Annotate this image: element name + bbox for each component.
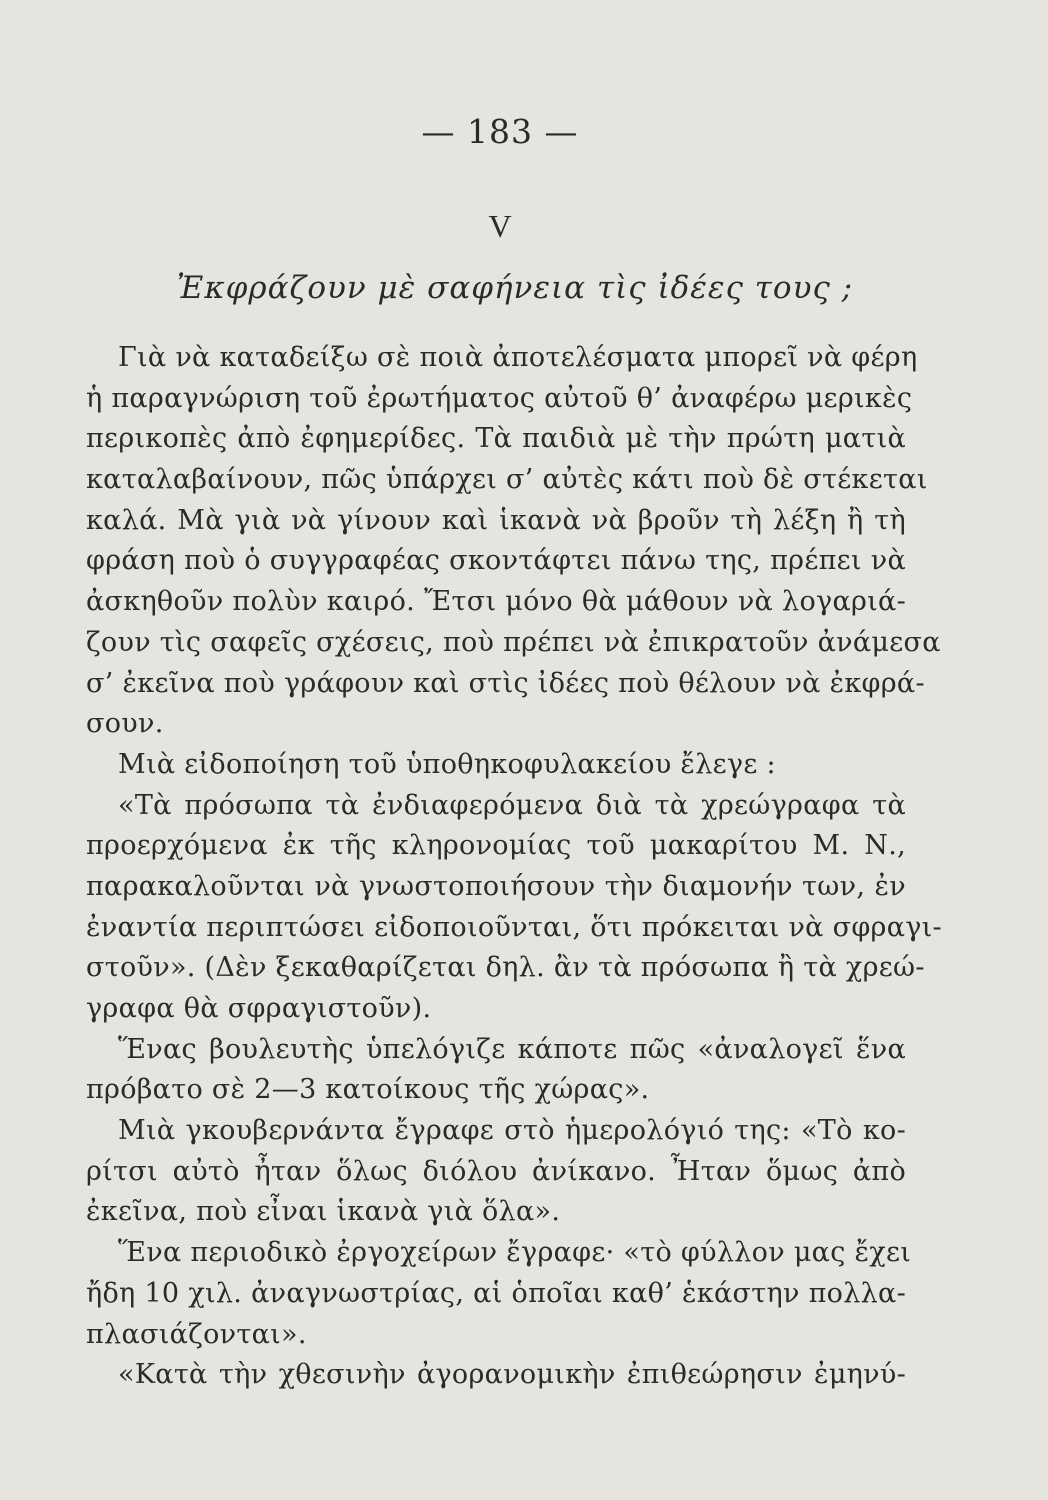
text-line: ἐναντία περιπτώσει εἰδοποιοῦνται, ὅτι πρόκειται νὰ σφραγι- xyxy=(86,911,942,943)
text-line: προερχόμενα ἐκ τῆς κληρονομίας τοῦ μακαρίτου Μ. Ν., xyxy=(86,830,906,862)
text-line: ἐκεῖνα, ποὺ εἶναι ἱκανὰ γιὰ ὅλα». xyxy=(86,1196,561,1228)
text-line: Ἕνα περιοδικὸ ἐργοχείρων ἔγραφε· «τὸ φύλλον μας ἔχει xyxy=(118,1237,912,1269)
text-line: ἤδη 10 χιλ. ἀναγνωστρίας, αἱ ὁποῖαι καθ’ ἑκάστην πολλα- xyxy=(86,1277,906,1309)
chapter-title: Ἐκφράζουν μὲ σαφήνεια τὶς ἰδέες τους ; xyxy=(176,270,854,306)
text-line: σ’ ἐκεῖνα ποὺ γράφουν καὶ στὶς ἰδέες ποὺ θέλουν νὰ ἐκφρά- xyxy=(86,667,925,699)
text-line: σουν. xyxy=(86,708,164,740)
text-line: ζουν τὶς σαφεῖς σχέσεις, ποὺ πρέπει νὰ ἐπικρατοῦν ἀνάμεσα xyxy=(86,626,941,658)
text-line: καταλαβαίνουν, πῶς ὑπάρχει σ’ αὐτὲς κάτι ποὺ δὲ στέκεται xyxy=(86,464,928,496)
text-line: περικοπὲς ἀπὸ ἐφημερίδες. Τὰ παιδιὰ μὲ τὴν πρώτη ματιὰ xyxy=(86,423,906,455)
text-line: παρακαλοῦνται νὰ γνωστοποιήσουν τὴν διαμονήν των, ἐν xyxy=(86,870,906,902)
text-line: πρόβατο σὲ 2—3 κατοίκους τῆς χώρας». xyxy=(86,1074,650,1106)
text-line: Μιὰ γκουβερνάντα ἔγραφε στὸ ἡμερολόγιό της: «Τὸ κο- xyxy=(118,1115,906,1147)
chapter-numeral: V xyxy=(488,208,512,244)
text-line: Ἕνας βουλευτὴς ὑπελόγιζε κάποτε πῶς «ἀναλογεῖ ἕνα xyxy=(118,1033,906,1065)
text-line: Μιὰ εἰδοποίηση τοῦ ὑποθηκοφυλακείου ἔλεγε : xyxy=(118,748,776,780)
text-line: φράση ποὺ ὁ συγγραφέας σκοντάφτει πάνω της, πρέπει νὰ xyxy=(86,545,906,577)
text-line: Γιὰ νὰ καταδείξω σὲ ποιὰ ἀποτελέσματα μπορεῖ νὰ φέρη xyxy=(118,342,918,373)
text-line: στοῦν». (Δὲν ξεκαθαρίζεται δηλ. ἂν τὰ πρόσωπα ἢ τὰ χρεώ- xyxy=(86,952,925,984)
text-line: καλά. Μὰ γιὰ νὰ γίνουν καὶ ἱκανὰ νὰ βροῦν τὴ λέξη ἢ τὴ xyxy=(86,504,906,536)
text-line: «Τὰ πρόσωπα τὰ ἐνδιαφερόμενα διὰ τὰ χρεώγραφα τὰ xyxy=(118,789,906,821)
body-text xyxy=(86,338,942,1396)
text-line: γραφα θὰ σφραγιστοῦν). xyxy=(86,993,432,1024)
text-line: ἀσκηθοῦν πολὺν καιρό. Ἔτσι μόνο θὰ μάθουν νὰ λογαριά- xyxy=(86,586,906,618)
page-number: — 183 — xyxy=(421,112,579,151)
text-line: πλασιάζονται». xyxy=(86,1318,307,1350)
text-line: ἡ παραγνώριση τοῦ ἐρωτήματος αὐτοῦ θ’ ἀναφέρω μερικὲς xyxy=(86,382,913,414)
text-line: «Κατὰ τὴν χθεσινὴν ἀγορανομικὴν ἐπιθεώρησιν ἐμηνύ- xyxy=(118,1359,906,1391)
text-line: ρίτσι αὐτὸ ἦταν ὅλως διόλου ἀνίκανο. Ἦταν ὅμως ἀπὸ xyxy=(86,1155,906,1187)
